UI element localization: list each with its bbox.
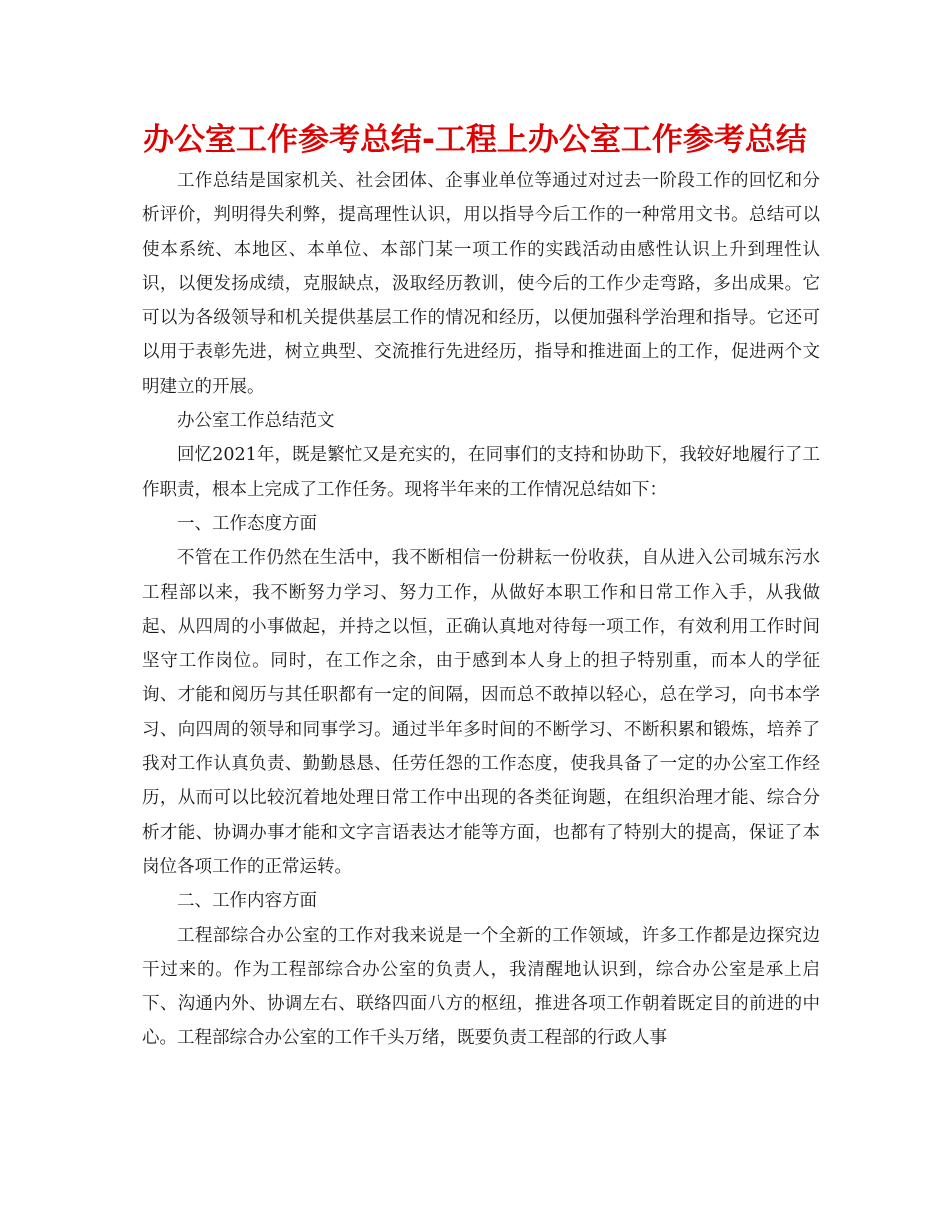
paragraph-review: 回忆2021年，既是繁忙又是充实的，在同事们的支持和协助下，我较好地履行了工作职责，根本上完成了工作任务。现将半年来的工作情况总结如下： — [142, 445, 820, 500]
paragraph-intro: 工作总结是国家机关、社会团体、企事业单位等通过对过去一阶段工作的回忆和分析评价，判明得失利弊，提高理性认识，用以指导今后工作的一种常用文书。总结可以使本系统、本地区、本单位、本部门某一项工作的实践活动由感性认识上升到理性认识，以便发扬成绩，克服缺点，汲取经历教训，使今后的工作少走弯路，多出成果。它可以为各级领导和机关提供基层工作的情况和经历，以便加强科学治理和指导。它还可以用于表彰先进，树立典型、交流推行先进经历，指导和推进面上的工作，促进两个文明建立的开展。 — [142, 171, 820, 397]
paragraph-heading-attitude: 一、工作态度方面 — [177, 513, 317, 534]
paragraph-content: 工程部综合办公室的工作对我来说是一个全新的工作领域，许多工作都是边探究边干过来的。作为工程部综合办公室的负责人，我清醒地认识到，综合办公室是承上启下、沟通内外、协调左右、联络四面八方的枢纽，推进各项工作朝着既定目的前进的中心。工程部综合办公室的工作千头万绪，既要负责工程部的行政人事 — [142, 925, 820, 1049]
document-body — [142, 164, 820, 1056]
paragraph-attitude: 不管在工作仍然在生活中，我不断相信一份耕耘一份收获，自从进入公司城东污水工程部以来，我不断努力学习、努力工作，从做好本职工作和日常工作入手，从我做起、从四周的小事做起，并持之以恒，正确认真地对待每一项工作，有效利用工作时间坚守工作岗位。同时，在工作之余，由于感到本人身上的担子特别重，而本人的学征询、才能和阅历与其任职都有一定的间隔，因而总不敢掉以轻心，总在学习，向书本学习、向四周的领导和同事学习。通过半年多时间的不断学习、不断积累和锻炼，培养了我对工作认真负责、勤勤恳恳、任劳任怨的工作态度，使我具备了一定的办公室工作经历，从而可以比较沉着地处理日常工作中出现的各类征询题，在组织治理才能、综合分析才能、协调办事才能和文字言语表达才能等方面，也都有了特别大的提高，保证了本岗位各项工作的正常运转。 — [142, 548, 820, 877]
document-title: 办公室工作参考总结-工程上办公室工作参考总结 — [143, 122, 807, 158]
paragraph-section-heading: 办公室工作总结范文 — [177, 411, 335, 432]
paragraph-heading-content: 二、工作内容方面 — [177, 891, 317, 912]
